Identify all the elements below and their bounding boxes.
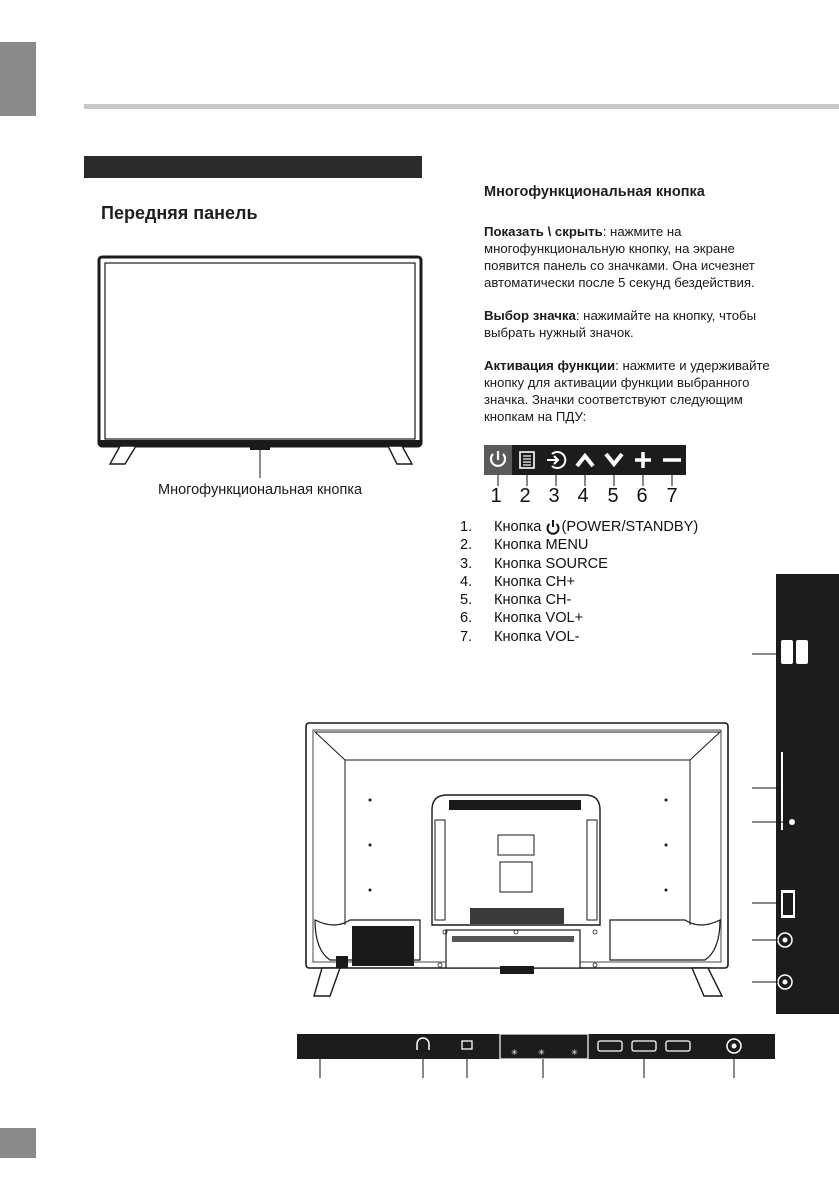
instruction-label: Активация функции: [484, 358, 616, 373]
icon-number: 3: [548, 485, 560, 507]
svg-text:✳: ✳: [571, 1048, 578, 1057]
svg-text:✳: ✳: [538, 1048, 545, 1057]
instruction-label: Показать \ скрыть: [484, 224, 603, 239]
instruction-label: Выбор значка: [484, 308, 576, 323]
list-number: 3.: [460, 555, 473, 572]
icon-number: 2: [519, 485, 531, 507]
instruction-text: : нажимайте на кнопку, чтобы выбрать нужный значок.: [484, 308, 757, 340]
list-number: 6.: [460, 610, 473, 627]
list-button-name: MENU: [545, 537, 589, 554]
multifunction-heading: Многофункциональная кнопка: [484, 184, 705, 200]
list-button-name: SOURCE: [545, 555, 608, 572]
list-prefix: Кнопка: [494, 628, 542, 645]
front-panel-heading: Передняя панель: [101, 203, 258, 223]
list-number: 1.: [460, 519, 473, 535]
list-prefix: Кнопка: [494, 610, 542, 627]
instruction-text: : нажмите на многофункциональную кнопку, на экране появится панель со значками. Она исчезнет автоматически после 5 секунд бездействия.: [484, 224, 755, 290]
list-button-name: (POWER/STANDBY): [561, 519, 699, 535]
list-prefix: Кнопка: [494, 519, 542, 535]
front-panel-caption: Многофункциональная кнопка: [158, 482, 363, 498]
list-number: 7.: [460, 628, 473, 645]
icon-number: 1: [490, 485, 502, 507]
icon-number: 4: [577, 485, 589, 507]
instruction-text: : нажмите и удерживайте кнопку для активации функции выбранного значка. Значки соответствуют следующим кнопкам на ПДУ:: [484, 358, 770, 424]
list-button-name: CH-: [545, 592, 572, 609]
list-prefix: Кнопка: [494, 592, 542, 609]
list-prefix: Кнопка: [494, 555, 542, 572]
list-number: 2.: [460, 537, 473, 554]
list-button-name: CH+: [545, 573, 576, 590]
icon-number: 6: [636, 485, 648, 507]
list-number: 4.: [460, 573, 473, 590]
list-number: 5.: [460, 592, 473, 609]
list-button-name: VOL-: [545, 628, 580, 645]
icon-number: 5: [607, 485, 619, 507]
icon-number: 7: [666, 485, 678, 507]
svg-text:✳: ✳: [511, 1048, 518, 1057]
list-button-name: VOL+: [545, 610, 584, 627]
list-prefix: Кнопка: [494, 537, 542, 554]
list-prefix: Кнопка: [494, 573, 542, 590]
